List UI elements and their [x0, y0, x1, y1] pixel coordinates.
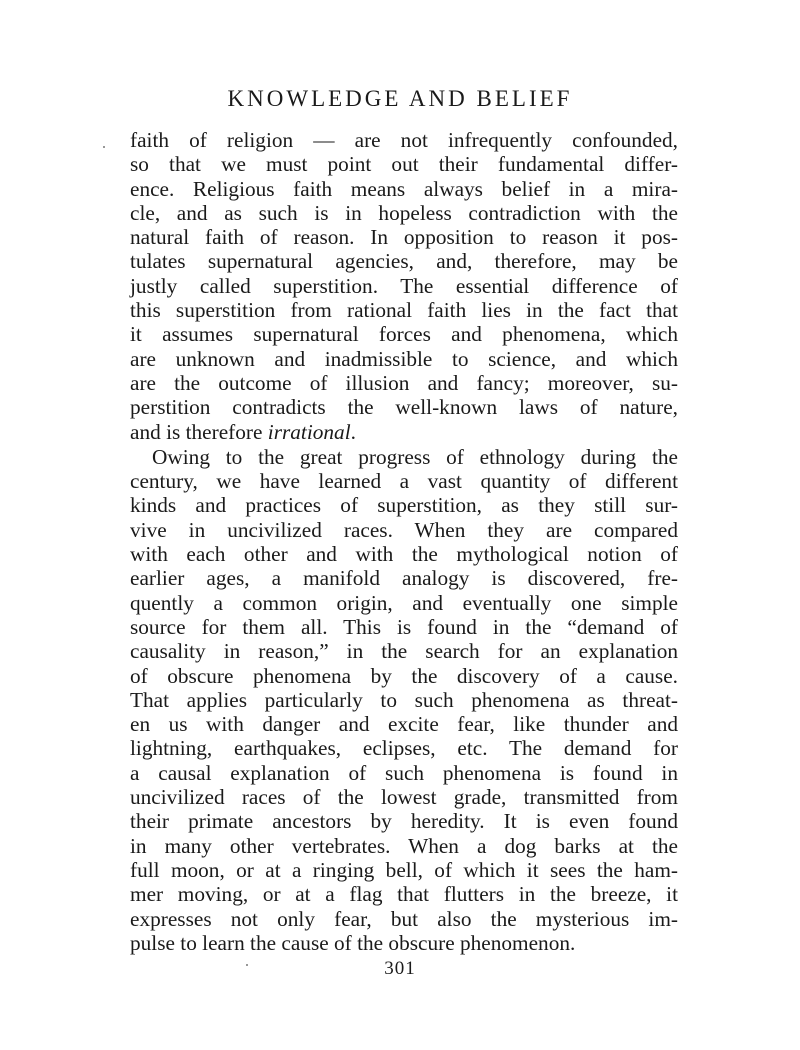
text-line: quently a common origin, and eventually one simple [130, 590, 678, 615]
text-line: with each other and with the mythological notion of [130, 542, 678, 567]
text-line: perstition contradicts the well-known laws of nature, [130, 395, 678, 420]
emphasis-irrational: irrational [267, 419, 351, 444]
text-line: pulse to learn the cause of the obscure phenomenon. [130, 930, 576, 955]
text-line [130, 420, 678, 444]
text-line: expresses not only fear, but also the mysterious im- [130, 906, 678, 931]
text-line: justly called superstition. The essential difference of [130, 273, 678, 298]
text-line: Owing to the great progress of ethnology during the [152, 444, 678, 469]
text-line: cle, and as such is in hopeless contradiction with the [130, 200, 678, 225]
text-line: so that we must point out their fundamental differ- [130, 152, 678, 177]
text-line: ence. Religious faith means always belief in a mira- [130, 176, 678, 201]
text-run: and is therefore [130, 419, 268, 444]
text-line: natural faith of reason. In opposition to reason it pos- [130, 225, 678, 250]
text-line: full moon, or at a ringing bell, of which it sees the ham- [130, 857, 678, 882]
text-line: are the outcome of illusion and fancy; moreover, su- [130, 370, 678, 395]
text-line: lightning, earthquakes, eclipses, etc. The demand for [130, 736, 678, 761]
running-head: KNOWLEDGE AND BELIEF [227, 86, 573, 111]
text-run: . [350, 419, 356, 444]
text-line: of obscure phenomena by the discovery of a cause. [130, 663, 678, 688]
page-number: 301 [384, 958, 416, 979]
text-line: tulates supernatural agencies, and, therefore, may be [130, 249, 678, 274]
text-line: vive in uncivilized races. When they are compared [130, 517, 678, 542]
text-line: faith of religion — are not infrequently confounded, [130, 128, 678, 152]
text-line: kinds and practices of superstition, as they still sur- [130, 493, 678, 518]
text-line: That applies particularly to such phenomena as threat- [130, 687, 678, 712]
paper-speck [246, 964, 248, 966]
text-line: mer moving, or at a flag that flutters in the breeze, it [130, 882, 678, 907]
paragraph-continued [130, 128, 678, 444]
paragraph-ethnology [130, 445, 678, 955]
text-line: it assumes supernatural forces and phenomena, which [130, 322, 678, 347]
text-line: causality in reason,” in the search for an explanation [130, 639, 678, 664]
text-line: in many other vertebrates. When a dog barks at the [130, 833, 678, 858]
text-line: uncivilized races of the lowest grade, transmitted from [130, 785, 678, 810]
text-line: source for them all. This is found in the “demand of [130, 614, 678, 639]
text-line: their primate ancestors by heredity. It is even found [130, 809, 678, 834]
text-line: en us with danger and excite fear, like thunder and [130, 712, 678, 737]
body-text [130, 128, 678, 955]
text-line: a causal explanation of such phenomena is found in [130, 760, 678, 785]
text-line: earlier ages, a manifold analogy is discovered, fre- [130, 566, 678, 591]
paper-speck [103, 146, 105, 148]
text-line: are unknown and inadmissible to science, and which [130, 346, 678, 371]
text-line: century, we have learned a vast quantity of different [130, 469, 678, 494]
text-line: this superstition from rational faith lies in the fact that [130, 298, 678, 323]
